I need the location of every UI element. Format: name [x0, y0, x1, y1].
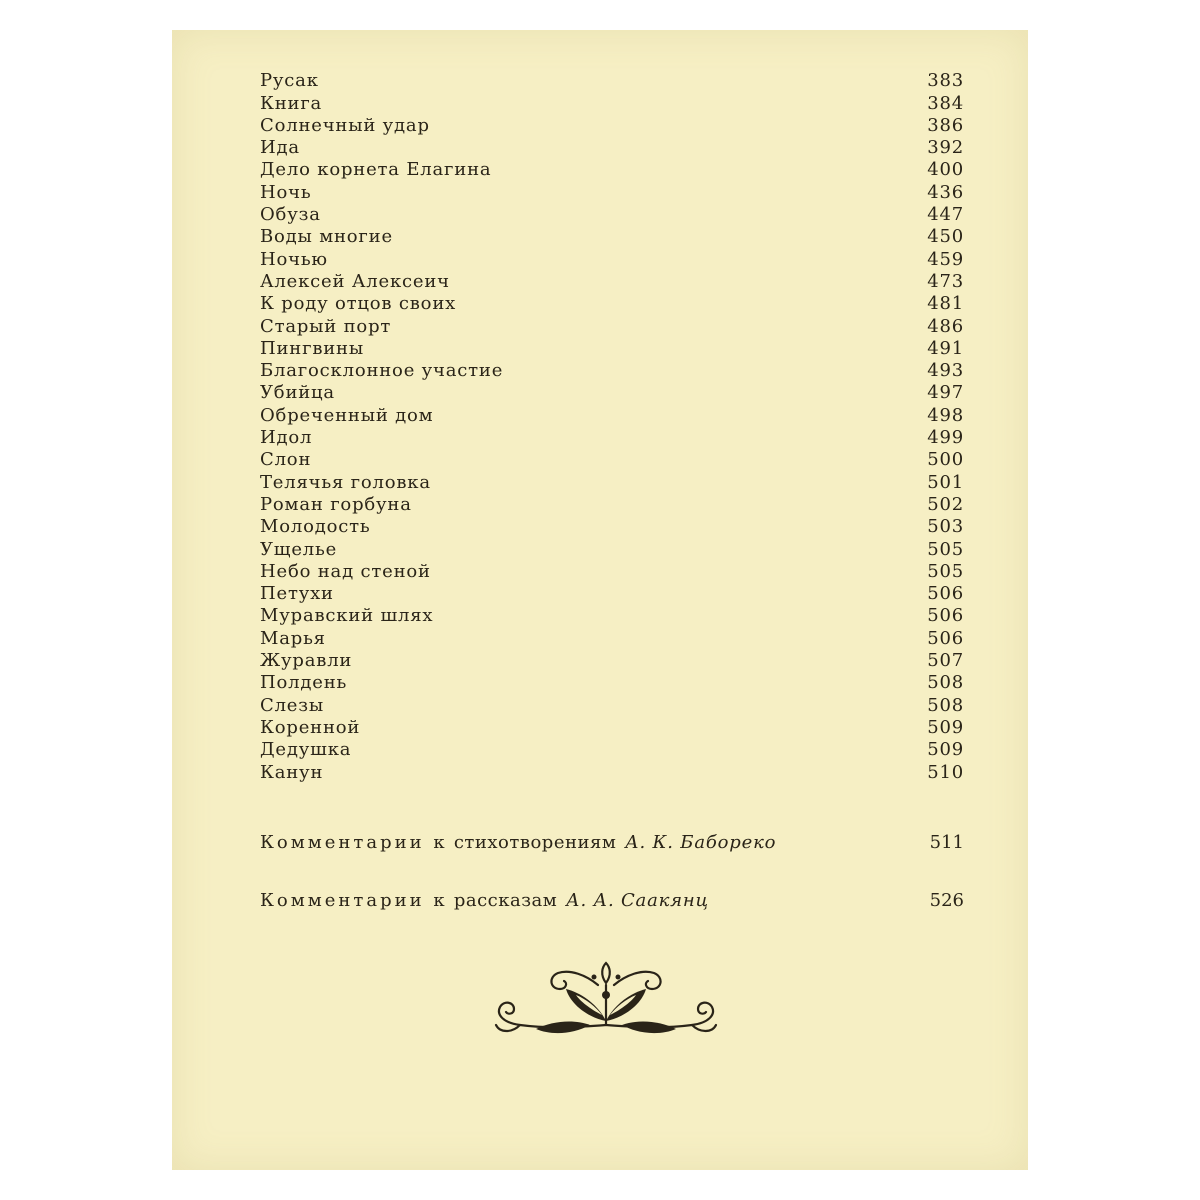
toc-entry-page: 506: [918, 583, 964, 605]
toc-entry-page: 510: [918, 762, 964, 784]
toc-entry-title: Муравский шлях: [260, 605, 441, 627]
toc-entry: [260, 338, 964, 360]
toc-entry: [260, 449, 964, 471]
toc-entry-page: 498: [918, 405, 964, 427]
leader-dots: [327, 70, 918, 92]
toc-entry-title: Благосклонное участие: [260, 360, 511, 382]
toc-entry: [260, 115, 964, 137]
leader-dots: [499, 159, 918, 181]
toc-entry-page: 486: [918, 316, 964, 338]
toc-entry: [260, 427, 964, 449]
toc-entry-page: 508: [918, 672, 964, 694]
leader-dots: [308, 137, 918, 159]
toc-entry-title: Небо над стеной: [260, 561, 439, 583]
leader-dots: [336, 249, 918, 271]
toc-entry-page: 459: [918, 249, 964, 271]
toc-entry: [260, 471, 964, 493]
toc-entry-title: Дедушка: [260, 739, 359, 761]
toc-entry-page: 384: [918, 93, 964, 115]
toc-entry-title: Молодость: [260, 516, 379, 538]
toc-entry-page: 497: [918, 382, 964, 404]
toc-entry: [260, 226, 964, 248]
leader-dots: [332, 695, 918, 717]
leader-dots: [372, 338, 918, 360]
toc-entry: [260, 404, 964, 426]
leader-dots: [511, 360, 918, 382]
leader-dots: [330, 93, 918, 115]
toc-entry-page: 447: [918, 204, 964, 226]
toc-entry-title: Ночью: [260, 249, 336, 271]
toc-entry-title: Воды многие: [260, 226, 401, 248]
leader-dots: [439, 561, 918, 583]
toc-entry-title: Дело корнета Елагина: [260, 159, 499, 181]
toc-entry: [260, 583, 964, 605]
leader-dots: [379, 516, 919, 538]
toc-entry: [260, 627, 964, 649]
leader-dots: [329, 204, 918, 226]
leader-dots: [401, 226, 918, 248]
toc-entry: [260, 382, 964, 404]
comments-stories-page: 526: [918, 890, 964, 912]
toc-entry-page: 400: [918, 159, 964, 181]
leader-dots: [342, 583, 918, 605]
leader-dots: [438, 115, 918, 137]
comments-stories-row: [260, 890, 964, 912]
leader-dots: [368, 717, 918, 739]
toc-entry-title: Солнечный удар: [260, 115, 438, 137]
leader-dots: [343, 382, 918, 404]
toc-entry: [260, 672, 964, 694]
toc-entry-page: 502: [918, 494, 964, 516]
toc-entry-title: Старый порт: [260, 316, 399, 338]
toc-entry-page: 509: [918, 717, 964, 739]
toc-entry: [260, 70, 964, 92]
toc-entry: [260, 181, 964, 203]
toc-entry-title: Петухи: [260, 583, 342, 605]
toc-entry: [260, 717, 964, 739]
toc-entry-title: Русак: [260, 70, 327, 92]
toc-entry-page: 491: [918, 338, 964, 360]
toc-entry-title: Слон: [260, 449, 319, 471]
comments-stories-label: Комментарии к рассказам А. А. Саакянц: [260, 890, 709, 911]
toc-entry-page: 505: [918, 539, 964, 561]
toc-entry: [260, 694, 964, 716]
toc-entry-page: 506: [918, 605, 964, 627]
toc-entry-title: Ущелье: [260, 539, 345, 561]
book-page: [172, 30, 1028, 1170]
toc-entry-title: Канун: [260, 762, 331, 784]
toc-entry-page: 481: [918, 293, 964, 315]
toc-entry-title: Ида: [260, 137, 308, 159]
toc-entry: [260, 561, 964, 583]
toc-entry-title: Пингвины: [260, 338, 372, 360]
toc-entry: [260, 159, 964, 181]
toc-entry-title: Коренной: [260, 717, 368, 739]
toc-entry-title: Идол: [260, 427, 320, 449]
leader-dots: [360, 650, 918, 672]
leader-dots: [464, 293, 918, 315]
toc-entry-title: Книга: [260, 93, 330, 115]
toc-entry: [260, 605, 964, 627]
toc-entry-page: 493: [918, 360, 964, 382]
leader-dots: [320, 427, 918, 449]
comments-poems-page: 511: [918, 832, 964, 854]
leader-dots: [355, 672, 918, 694]
toc-entry: [260, 494, 964, 516]
toc-entry: [260, 92, 964, 114]
toc-entry-title: Алексей Алексеич: [260, 271, 458, 293]
toc-entry-page: 508: [918, 695, 964, 717]
leader-dots: [331, 762, 918, 784]
toc-entry-page: 506: [918, 628, 964, 650]
toc-entry-page: 473: [918, 271, 964, 293]
toc-entry-page: 503: [918, 516, 964, 538]
leader-dots: [439, 472, 918, 494]
toc-entry-title: Ночь: [260, 182, 319, 204]
leader-dots: [359, 739, 918, 761]
toc-entry: [260, 516, 964, 538]
toc-entry: [260, 204, 964, 226]
leader-dots: [399, 316, 918, 338]
toc-entry-title: Обуза: [260, 204, 329, 226]
toc-entry-page: 507: [918, 650, 964, 672]
leader-dots: [719, 890, 918, 912]
toc-entry-page: 450: [918, 226, 964, 248]
toc-entry-page: 436: [918, 182, 964, 204]
toc-entry-title: Роман горбуна: [260, 494, 420, 516]
leader-dots: [441, 605, 918, 627]
toc-entry-title: К роду отцов своих: [260, 293, 464, 315]
toc-entry-title: Убийца: [260, 382, 343, 404]
toc-entry-page: 383: [918, 70, 964, 92]
leader-dots: [319, 182, 918, 204]
toc-entry-page: 386: [918, 115, 964, 137]
toc-entry-page: 505: [918, 561, 964, 583]
toc-entry-title: Телячья головка: [260, 472, 439, 494]
toc-entry-title: Слезы: [260, 695, 332, 717]
toc-entry-title: Полдень: [260, 672, 355, 694]
leader-dots: [420, 494, 918, 516]
toc-entry: [260, 538, 964, 560]
toc-entry-page: 509: [918, 739, 964, 761]
floral-vignette-icon: [490, 955, 722, 1045]
toc-entry: [260, 650, 964, 672]
table-of-contents: [260, 70, 964, 784]
leader-dots: [458, 271, 918, 293]
comments-poems-label: Комментарии к стихотворениям А. К. Бабореко: [260, 832, 777, 853]
toc-entry: [260, 739, 964, 761]
comments-poems-row: [260, 832, 964, 854]
toc-entry: [260, 360, 964, 382]
toc-entry: [260, 137, 964, 159]
toc-entry: [260, 293, 964, 315]
leader-dots: [441, 405, 918, 427]
leader-dots: [345, 539, 918, 561]
toc-entry-title: Обреченный дом: [260, 405, 441, 427]
toc-entry-page: 500: [918, 449, 964, 471]
toc-entry: [260, 248, 964, 270]
leader-dots: [334, 628, 918, 650]
toc-entry-title: Марья: [260, 628, 334, 650]
leader-dots: [319, 449, 918, 471]
toc-entry-page: 499: [918, 427, 964, 449]
toc-entry: [260, 761, 964, 783]
toc-entry: [260, 271, 964, 293]
toc-entry-title: Журавли: [260, 650, 360, 672]
leader-dots: [786, 832, 918, 854]
toc-entry: [260, 315, 964, 337]
toc-entry-page: 501: [918, 472, 964, 494]
toc-entry-page: 392: [918, 137, 964, 159]
